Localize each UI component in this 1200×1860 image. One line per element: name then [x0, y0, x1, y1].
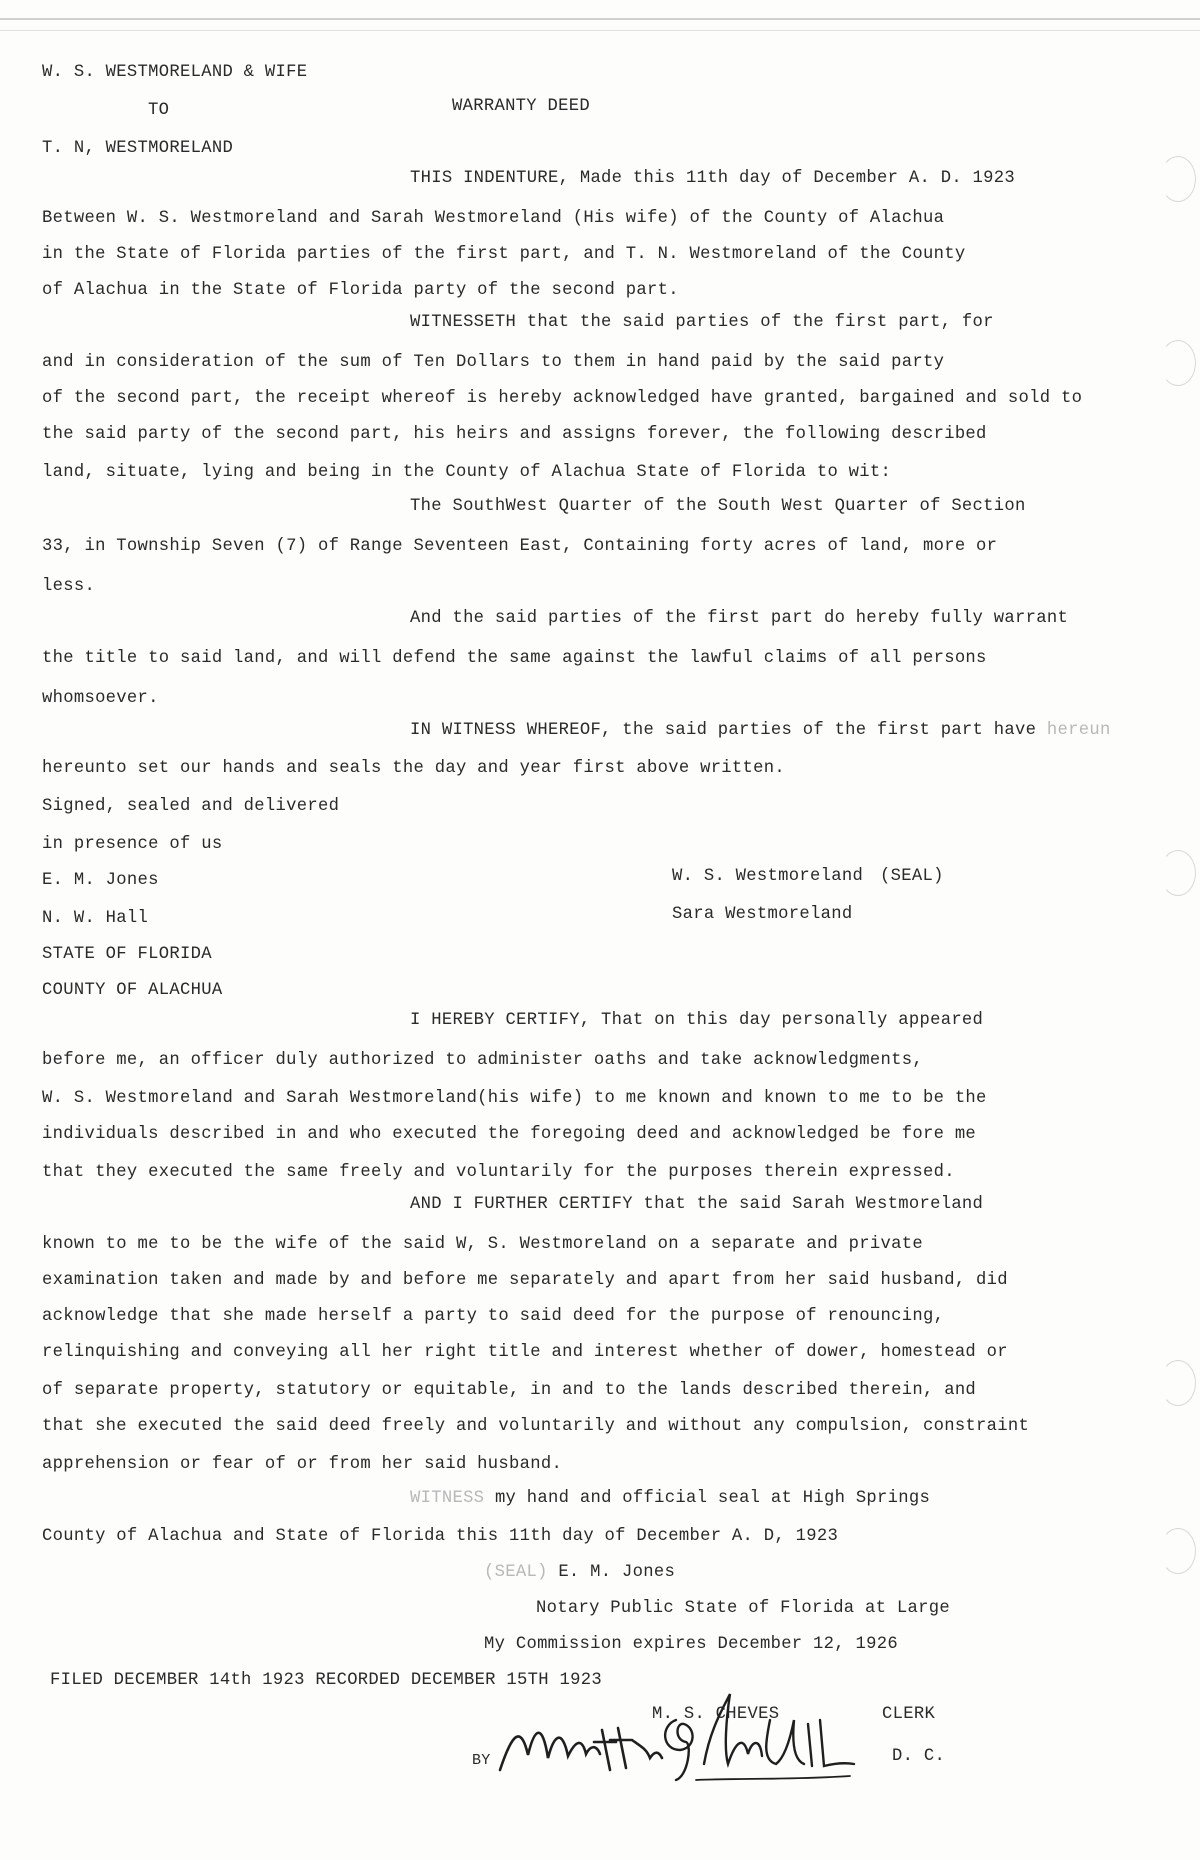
land-description-line: The SouthWest Quarter of the South West Quarter of Section	[410, 497, 1026, 516]
indenture-line: Between W. S. Westmoreland and Sarah Westmoreland (His wife) of the County of Alachua	[42, 209, 945, 228]
grantee-heading: T. N, WESTMORELAND	[42, 139, 234, 158]
indenture-line: of Alachua in the State of Florida party of the second part.	[42, 281, 679, 300]
deputy-clerk-label: D. C.	[892, 1747, 946, 1766]
scan-edge-line	[0, 18, 1200, 20]
document-title: WARRANTY DEED	[452, 97, 590, 116]
certify-line: individuals described in and who executed the foregoing deed and acknowledged be fore me	[42, 1125, 977, 1144]
notary-witness-line	[410, 1488, 930, 1510]
notary-witness-text: my hand and official seal at High Springs	[494, 1489, 931, 1508]
witness-name: N. W. Hall	[42, 909, 149, 928]
witnesseth-line: land, situate, lying and being in the County of Alachua State of Florida to wit:	[42, 463, 892, 482]
presence-label: in presence of us	[42, 835, 223, 854]
notary-name: E. M. Jones	[558, 1563, 676, 1582]
further-certify-line: apprehension or fear of or from her said husband.	[42, 1455, 563, 1474]
grantor-heading: W. S. WESTMORELAND & WIFE	[42, 63, 308, 82]
warranty-line: And the said parties of the first part do hereby fully warrant	[410, 609, 1069, 628]
in-witness-line	[410, 720, 1111, 742]
county-heading: COUNTY OF ALACHUA	[42, 981, 223, 1000]
land-description-line: 33, in Township Seven (7) of Range Seventeen East, Containing forty acres of land, more or	[42, 537, 998, 556]
state-heading: STATE OF FLORIDA	[42, 945, 212, 964]
notary-seal-label: (SEAL)	[484, 1563, 548, 1582]
punch-hole	[1160, 1360, 1196, 1406]
in-witness-line: hereunto set our hands and seals the day and year first above written.	[42, 759, 785, 778]
punch-hole	[1160, 340, 1196, 386]
punch-hole	[1160, 850, 1196, 896]
witness-name: E. M. Jones	[42, 871, 159, 890]
further-certify-line: relinquishing and conveying all her right title and interest whether of dower, homestead or	[42, 1343, 1008, 1362]
commission-expiry: My Commission expires December 12, 1926	[484, 1635, 898, 1654]
signer-name: Sara Westmoreland	[672, 905, 853, 924]
notary-witness-line: County of Alachua and State of Florida this 11th day of December A. D, 1923	[42, 1527, 839, 1546]
further-certify-line: of separate property, statutory or equitable, in and to the lands described therein, and	[42, 1381, 977, 1400]
signed-label: Signed, sealed and delivered	[42, 797, 340, 816]
further-certify-line: known to me to be the wife of the said W, S. Westmoreland on a separate and private	[42, 1235, 923, 1254]
certify-line: that they executed the same freely and voluntarily for the purposes therein expressed.	[42, 1163, 955, 1182]
certify-line: before me, an officer duly authorized to administer oaths and take acknowledgments,	[42, 1051, 923, 1070]
further-certify-line: AND I FURTHER CERTIFY that the said Sarah Westmoreland	[410, 1195, 984, 1214]
punch-hole	[1160, 1528, 1196, 1574]
indenture-line: THIS INDENTURE, Made this 11th day of December A. D. 1923	[410, 169, 1016, 188]
by-label: BY	[472, 1752, 491, 1769]
punch-hole	[1160, 156, 1196, 202]
faint-witness-word: WITNESS	[410, 1489, 485, 1508]
further-certify-line: acknowledge that she made herself a party to said deed for the purpose of renouncing,	[42, 1307, 945, 1326]
witnesseth-line: the said party of the second part, his heirs and assigns forever, the following described	[42, 425, 987, 444]
to-heading: TO	[148, 101, 170, 120]
struck-text: hereun	[1046, 721, 1111, 740]
clerk-title: CLERK	[882, 1705, 936, 1724]
land-description-line: less.	[42, 577, 96, 596]
in-witness-text: IN WITNESS WHEREOF, the said parties of the first part have	[410, 721, 1037, 740]
further-certify-line: that she executed the said deed freely and voluntarily and without any compulsion, constraint	[42, 1417, 1030, 1436]
scan-edge-line-2	[0, 30, 1200, 31]
certify-line: I HEREBY CERTIFY, That on this day personally appeared	[410, 1011, 984, 1030]
notary-signature-line	[484, 1562, 675, 1584]
warranty-line: the title to said land, and will defend the same against the lawful claims of all persons	[42, 649, 987, 668]
filing-record: FILED DECEMBER 14th 1923 RECORDED DECEMBER 15TH 1923	[50, 1671, 602, 1690]
certify-line: W. S. Westmoreland and Sarah Westmoreland(his wife) to me known and known to me to be the	[42, 1089, 987, 1108]
signer-name: W. S. Westmoreland	[672, 867, 864, 886]
seal-label: (SEAL)	[880, 867, 944, 886]
notary-title: Notary Public State of Florida at Large	[536, 1599, 950, 1618]
witnesseth-line: of the second part, the receipt whereof is hereby acknowledged have granted, bargained and sold to	[42, 389, 1083, 408]
clerk-name: M. S. CHEVES	[652, 1705, 780, 1724]
handwritten-signature	[490, 1680, 870, 1790]
further-certify-line: examination taken and made by and before me separately and apart from her said husband, did	[42, 1271, 1008, 1290]
witnesseth-line: and in consideration of the sum of Ten Dollars to them in hand paid by the said party	[42, 353, 945, 372]
warranty-line: whomsoever.	[42, 689, 159, 708]
witnesseth-line: WITNESSETH that the said parties of the first part, for	[410, 313, 994, 332]
indenture-line: in the State of Florida parties of the first part, and T. N. Westmoreland of the County	[42, 245, 966, 264]
